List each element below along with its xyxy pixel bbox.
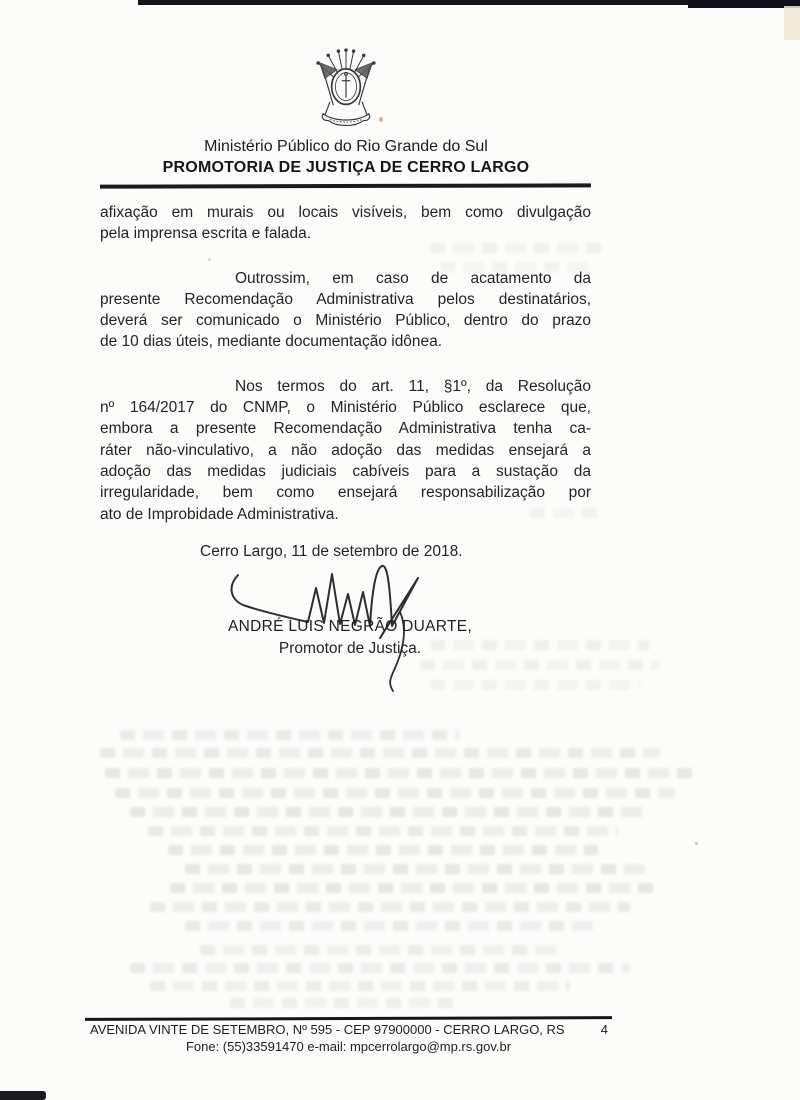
text-line: Outrossim, em caso de acatamento da <box>235 269 591 287</box>
bleed-through-line <box>170 883 660 893</box>
bleed-through-line <box>230 998 460 1008</box>
text-line: embora a presente Recomendação Administrativa tenha ca- <box>100 420 591 438</box>
bleed-through-line <box>115 788 675 798</box>
page-number: 4 <box>600 1022 608 1037</box>
footer-address-line <box>90 1022 612 1037</box>
coat-of-arms-icon <box>308 46 384 134</box>
document-paragraph <box>100 268 591 353</box>
text-line: deverá ser comunicado o Ministério Público, dentro do prazo <box>100 312 591 330</box>
document-body <box>100 202 591 548</box>
bleed-through-line <box>430 680 640 690</box>
text-line: irregularidade, bem como ensejará responsabilização por <box>100 484 591 502</box>
org-name: Ministério Público do Rio Grande do Sul <box>204 138 488 155</box>
signatory-title: Promotor de Justiça. <box>278 640 422 657</box>
text-line: de 10 dias úteis, mediante documentação idônea. <box>100 333 443 351</box>
text-line: ráter não-vinculativo, a não adoção das medidas ensejará a <box>100 441 591 459</box>
text-line: nº 164/2017 do CNMP, o Ministério Público esclarece que, <box>100 399 591 417</box>
bleed-through-line <box>148 826 618 836</box>
footer-contact: Fone: (55)33591470 e-mail: mpcerrolargo@mp.rs.gov.br <box>185 1039 512 1054</box>
text-line: presente Recomendação Administrativa pelos destinatários, <box>100 290 591 308</box>
text-line: pela imprensa escrita e falada. <box>100 225 312 243</box>
letterhead <box>100 136 592 178</box>
bleed-through-line <box>430 243 610 253</box>
scan-speck <box>695 842 698 845</box>
bleed-through-line <box>130 807 650 817</box>
scan-edge-artifact <box>0 1091 46 1100</box>
date-line: Cerro Largo, 11 de setembro de 2018. <box>200 543 463 560</box>
footer-divider <box>85 1016 612 1021</box>
footer-address: AVENIDA VINTE DE SETEMBRO, Nº 595 - CEP 97900000 - CERRO LARGO, RS <box>90 1022 565 1037</box>
header-divider <box>100 183 591 188</box>
bleed-through-line <box>105 768 695 778</box>
bleed-through-line <box>120 730 460 740</box>
bleed-through-line <box>430 640 650 650</box>
scan-edge-artifact <box>784 6 800 40</box>
bleed-through-line <box>168 845 598 855</box>
bleed-through-line <box>440 262 590 272</box>
org-department: PROMOTORIA DE JUSTIÇA DE CERRO LARGO <box>162 159 530 176</box>
bleed-through-line <box>530 508 605 518</box>
document-paragraph <box>100 376 591 525</box>
bleed-through-line <box>200 945 560 955</box>
bleed-through-line <box>185 864 645 874</box>
bleed-through-line <box>420 660 660 670</box>
bleed-through-line <box>185 921 595 931</box>
bleed-through-line <box>100 748 660 758</box>
text-line: afixação em murais ou locais visíveis, bem como divulgação <box>100 204 591 221</box>
text-line: ato de Improbidade Administrativa. <box>100 505 339 523</box>
bleed-through-line <box>150 902 630 912</box>
bleed-through-line <box>130 963 630 973</box>
text-line: adoção das medidas judiciais cabíveis para a sustação da <box>100 462 591 480</box>
document-paragraph <box>100 202 591 245</box>
bleed-through-line <box>150 981 570 991</box>
text-line: Nos termos do art. 11, §1º, da Resolução <box>235 377 591 395</box>
signatory-name: ANDRÉ LUIS NEGRÃO DUARTE, <box>227 618 473 635</box>
